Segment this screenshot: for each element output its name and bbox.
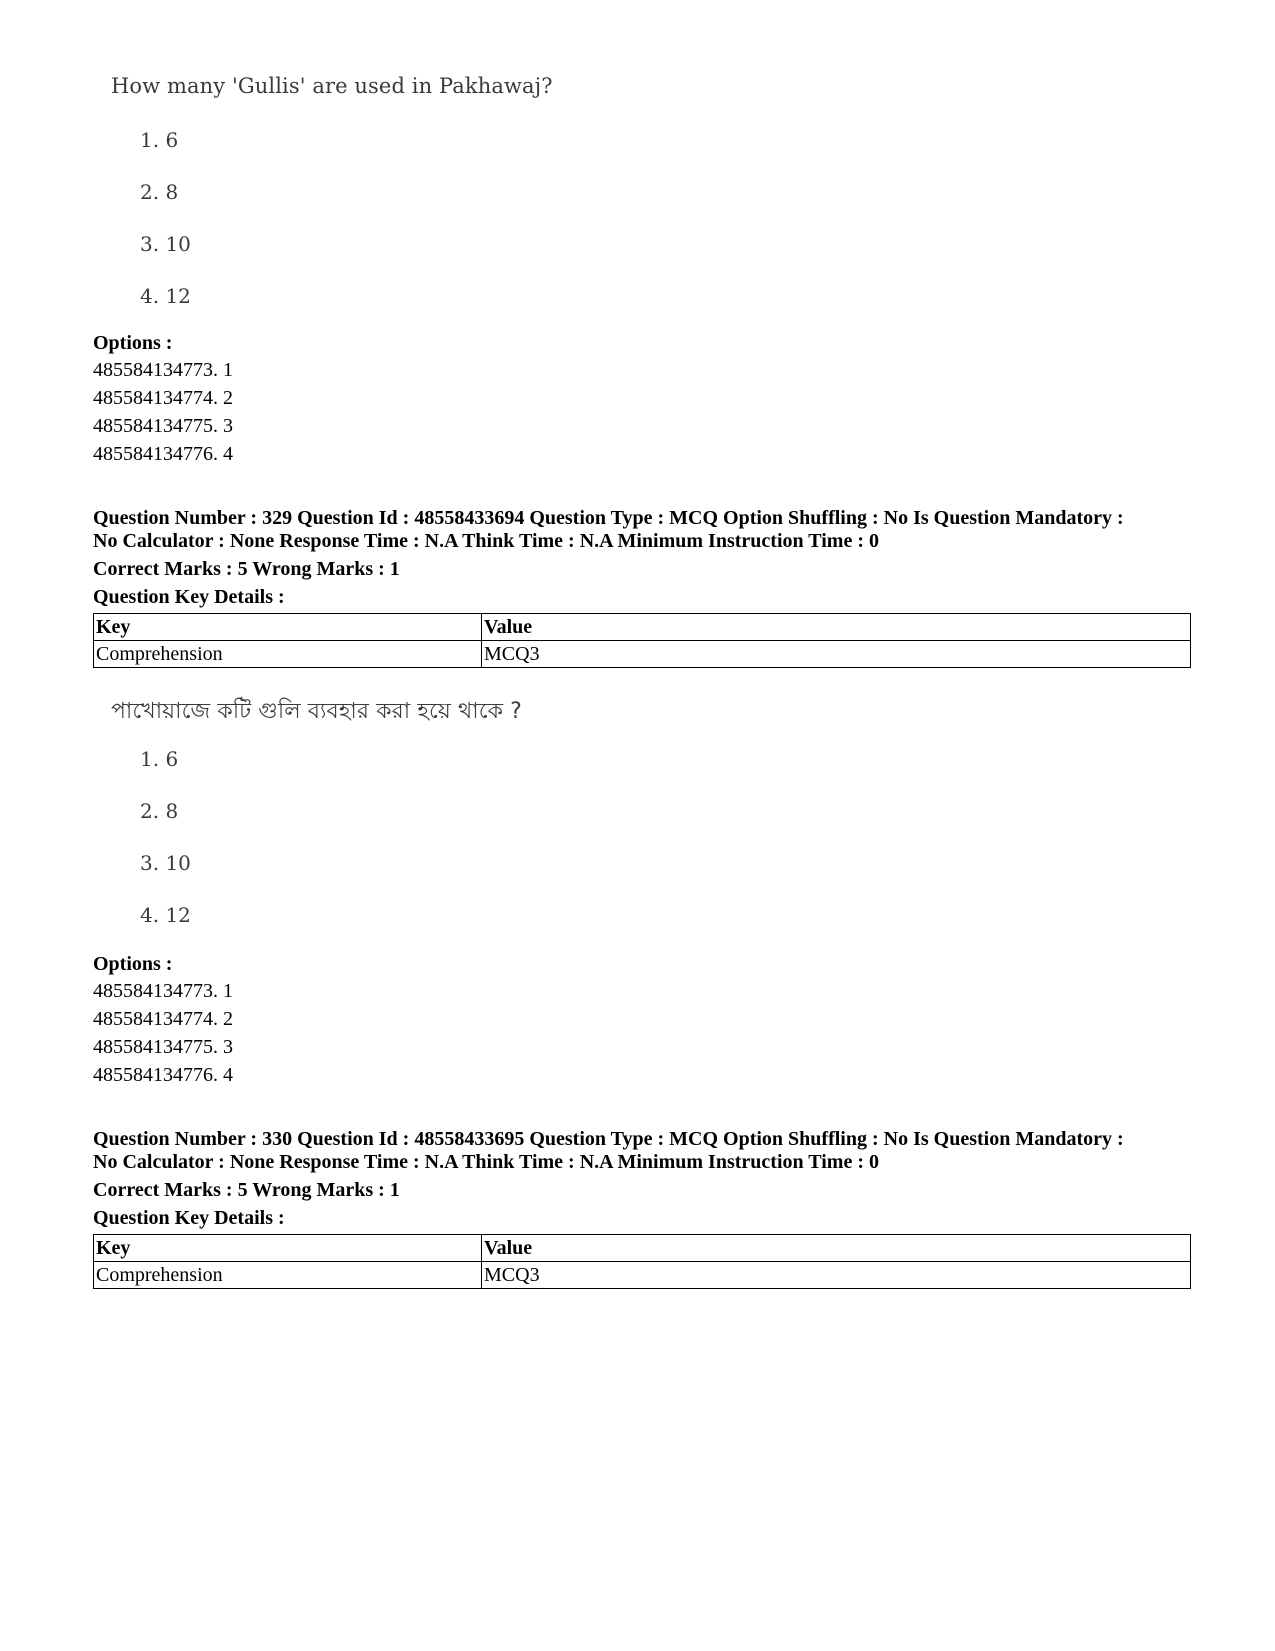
marks-line: Correct Marks : 5 Wrong Marks : 1 [93,1179,400,1201]
option-line: 485584134774. 2 [93,1008,233,1030]
table-row [94,1262,1191,1289]
choice-item: 4. 12 [140,284,191,308]
options-label: Options : [93,953,173,975]
table-header-row [94,614,1191,641]
marks-line: Correct Marks : 5 Wrong Marks : 1 [93,558,400,580]
table-header-key: Key [94,614,482,641]
choice-item: 1. 6 [140,128,179,152]
option-line: 485584134775. 3 [93,415,233,437]
question-meta-line: No Calculator : None Response Time : N.A Think Time : N.A Minimum Instruction Time : 0 [93,1151,879,1173]
option-line: 485584134776. 4 [93,1064,233,1086]
option-line: 485584134773. 1 [93,980,233,1002]
question-text-english: How many 'Gullis' are used in Pakhawaj? [111,74,553,98]
question-text-bengali: পাখোয়াজে কটি গুলি ব্যবহার করা হয়ে থাকে ? [111,699,522,724]
option-line: 485584134775. 3 [93,1036,233,1058]
choice-item: 3. 10 [140,851,191,875]
choice-item: 2. 8 [140,180,179,204]
table-cell-key: Comprehension [94,1262,482,1289]
options-label: Options : [93,332,173,354]
question-key-table [93,613,1191,668]
key-details-label: Question Key Details : [93,1207,285,1229]
table-header-value: Value [482,1235,1191,1262]
question-key-table [93,1234,1191,1289]
choice-item: 4. 12 [140,903,191,927]
table-cell-value: MCQ3 [482,1262,1191,1289]
table-row [94,641,1191,668]
table-header-key: Key [94,1235,482,1262]
option-line: 485584134776. 4 [93,443,233,465]
table-cell-key: Comprehension [94,641,482,668]
choice-item: 2. 8 [140,799,179,823]
table-cell-value: MCQ3 [482,641,1191,668]
option-line: 485584134774. 2 [93,387,233,409]
choice-item: 1. 6 [140,747,179,771]
option-line: 485584134773. 1 [93,359,233,381]
table-header-value: Value [482,614,1191,641]
choice-item: 3. 10 [140,232,191,256]
table-header-row [94,1235,1191,1262]
question-meta-line: Question Number : 329 Question Id : 48558433694 Question Type : MCQ Option Shuffling : No Is Question Mandatory : [93,507,1124,529]
question-meta-line: No Calculator : None Response Time : N.A Think Time : N.A Minimum Instruction Time : 0 [93,530,879,552]
question-meta-line: Question Number : 330 Question Id : 48558433695 Question Type : MCQ Option Shuffling : No Is Question Mandatory : [93,1128,1124,1150]
key-details-label: Question Key Details : [93,586,285,608]
